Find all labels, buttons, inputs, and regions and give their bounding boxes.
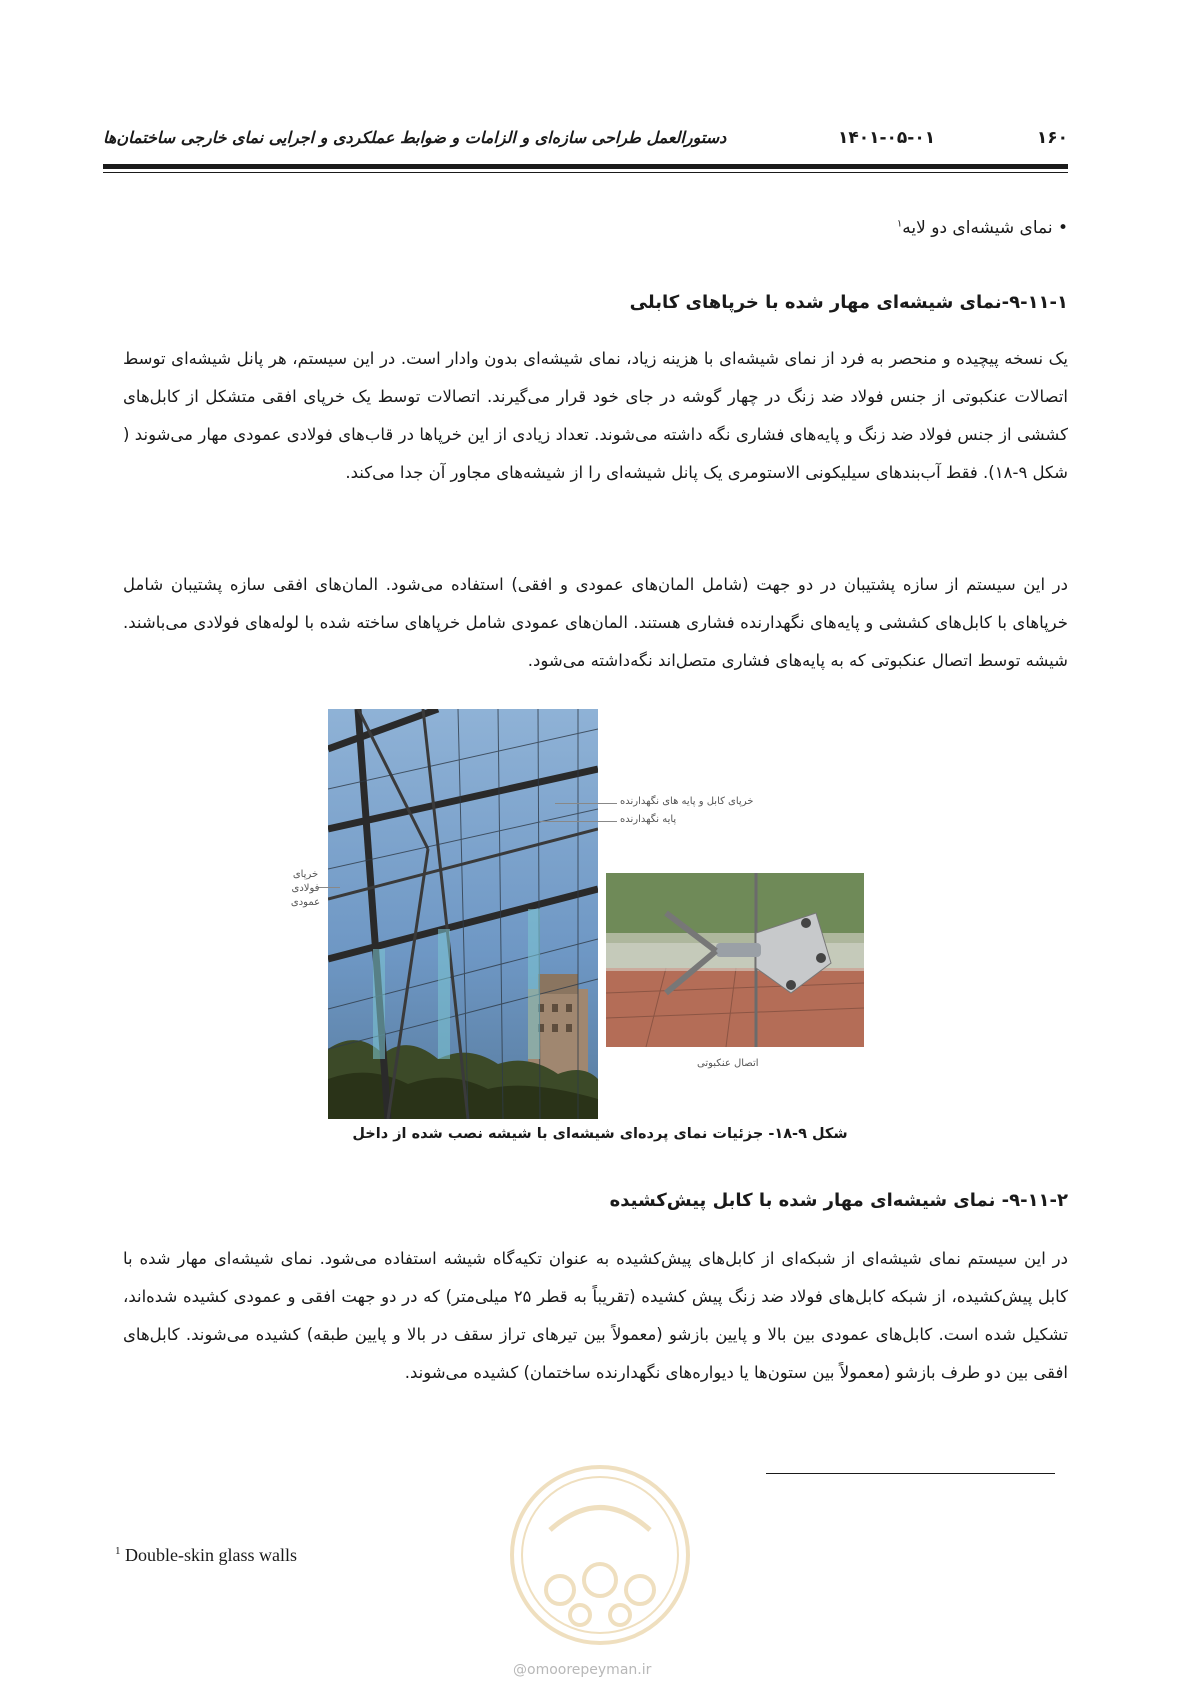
document-date: ۱۴۰۱-۰۵-۰۱ — [838, 128, 936, 148]
bullet-text: نمای شیشه‌ای دو لایه — [902, 218, 1053, 238]
figure-caption: شکل ۹-۱۸- جزئیات نمای پرده‌ای شیشه‌ای با شیشه نصب شده از داخل — [352, 1126, 848, 1142]
leader-line-post — [540, 821, 617, 822]
header-rule-thick — [103, 164, 1068, 169]
page-header — [103, 128, 1068, 156]
footnote-ref: ۱ — [896, 218, 903, 230]
leader-line-truss — [555, 803, 617, 804]
section-heading-1: ۹-۱۱-۱-نمای شیشه‌ای مهار شده با خرپاهای کابلی — [629, 292, 1068, 313]
bullet-item — [897, 218, 1068, 238]
paragraph-1: یک نسخه پیچیده و منحصر به فرد از نمای شیشه‌ای با هزینه زیاد، نمای شیشه‌ای بدون وادار است. در این سیستم، هر پانل شیشه‌ای توسط اتصالات عنکبوتی از جنس فولاد ضد زنگ در چهار گوشه در جای خود قرار می‌گیرند. اتصالات توسط یک خرپای افقی متشکل از کابل‌های کششی از جنس فولاد ضد زنگ و پایه‌های فشاری نگه داشته می‌شوند. تعداد زیادی از این خرپاها در قاب‌های فولادی عمودی مهار می‌شوند ( شکل ۹-۱۸). فقط آب‌بندهای سیلیکونی الاستومری یک پانل شیشه‌ای را از شیشه‌های مجاور آن جدا می‌کند. — [123, 349, 1068, 482]
footnote-number: 1 — [115, 1545, 121, 1557]
bullet-dot: • — [1057, 218, 1068, 238]
header-rule-thin — [103, 172, 1068, 173]
spider-fitting-photo — [606, 873, 864, 1047]
curtain-wall-photo — [328, 709, 598, 1119]
document-title: دستورالعمل طراحی سازه‌ای و الزامات و ضوابط عملکردی و اجرایی نمای خارجی ساختمان‌ها — [103, 128, 727, 147]
footnote-text: Double-skin glass walls — [125, 1545, 297, 1565]
watermark-website: @omoorepeyman.ir — [513, 1662, 652, 1678]
footnote-rule — [766, 1473, 1055, 1474]
label-support-post: پایه نگهدارنده — [620, 814, 677, 825]
label-spider-fitting: اتصال عنکبوتی — [697, 1058, 759, 1069]
page-number: ۱۶۰ — [1036, 128, 1068, 148]
label-cable-truss: خرپای کابل و پایه های نگهدارنده — [620, 796, 754, 807]
label-vertical-steel-truss: خرپای فولادی عمودی — [290, 869, 321, 908]
section-heading-2: ۹-۱۱-۲- نمای شیشه‌ای مهار شده با کابل پیش‌کشیده — [609, 1190, 1068, 1211]
footnote — [115, 1545, 297, 1566]
paragraph-2: در این سیستم از سازه پشتیبان در دو جهت (شامل المان‌های عمودی و افقی) استفاده می‌شود. المان‌های افقی سازه پشتیبان شامل خرپاهای با کابل‌های کششی و پایه‌های نگهدارنده فشاری هستند. المان‌های عمودی شامل خرپاهای ساخته شده با لوله‌های فولادی می‌باشند. شیشه توسط اتصال عنکبوتی که به پایه‌های فشاری متصل‌اند نگه‌داشته می‌شود. — [123, 575, 1068, 670]
paragraph-3: در این سیستم نمای شیشه‌ای از شبکه‌ای از کابل‌های پیش‌کشیده به عنوان تکیه‌گاه شیشه استفاده می‌شود. نمای شیشه‌ای مهار شده با کابل پیش‌کشیده، از شبکه کابل‌های فولاد ضد زنگ پیش کشیده (تقریباً به قطر ۲۵ میلی‌متر) که در دو جهت افقی و عمودی کشیده شده‌اند، تشکیل شده است. کابل‌های عمودی بین بالا و پایین بازشو (معمولاً بین تیرهای تراز سقف در بالا و پایین طبقه) کشیده می‌شوند. کابل‌های افقی بین دو طرف بازشو (معمولاً بین ستون‌ها یا دیواره‌های نگهدارنده ساختمان) کشیده می‌شوند. — [123, 1249, 1068, 1382]
watermark-logo — [505, 1460, 695, 1650]
